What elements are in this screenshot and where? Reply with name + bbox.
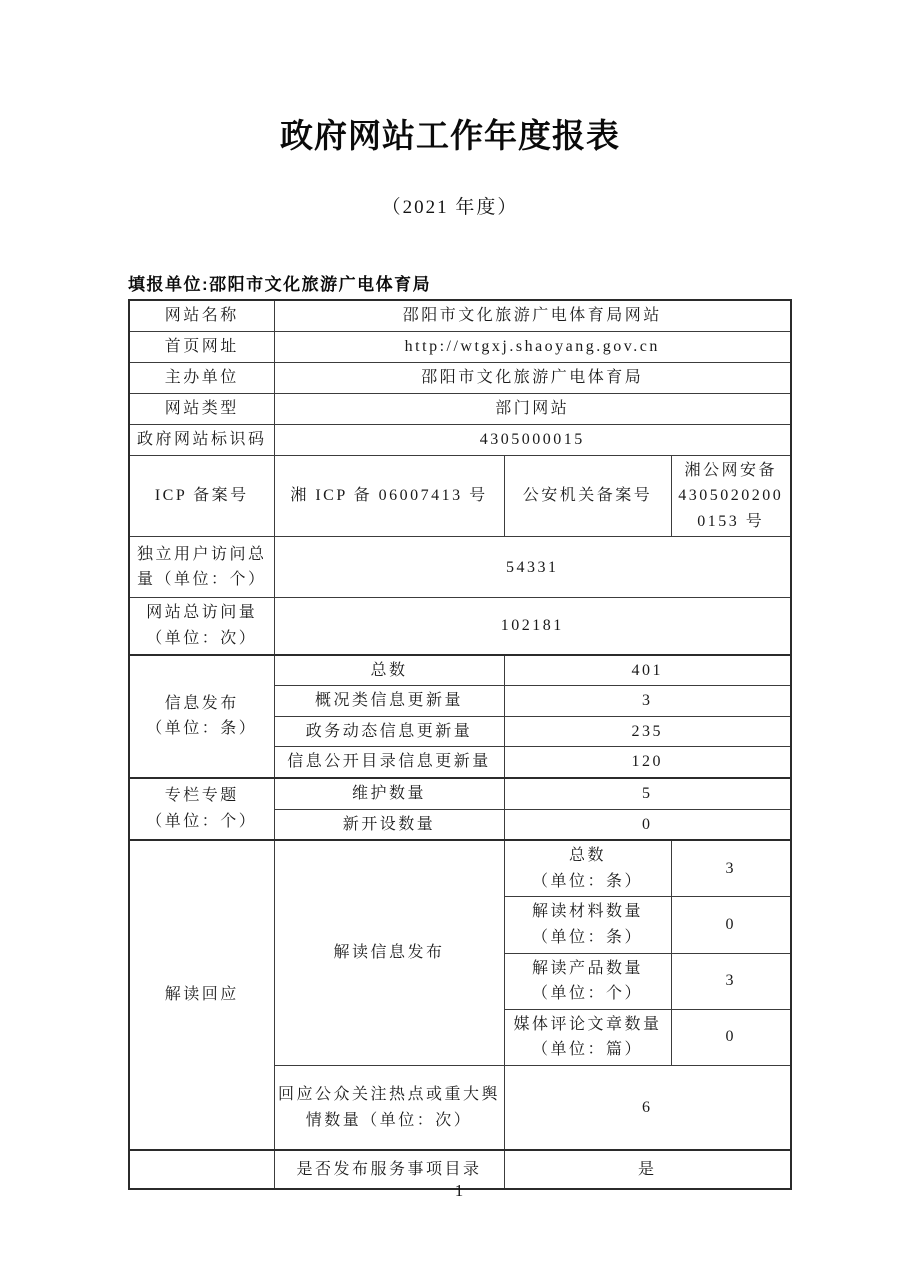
table-row xyxy=(129,393,791,424)
table-row xyxy=(129,424,791,455)
service-catalog-value: 是 xyxy=(504,1150,791,1189)
columns-maintained-label: 维护数量 xyxy=(274,778,504,809)
table-row xyxy=(129,455,791,537)
hot-response-value: 6 xyxy=(504,1065,791,1150)
section-label-text: 专栏专题 xyxy=(164,787,239,805)
columns-maintained-value: 5 xyxy=(504,778,791,809)
info-overview-label: 概况类信息更新量 xyxy=(274,686,504,717)
page-title: 政府网站工作年度报表 xyxy=(280,117,620,154)
special-columns-section-label xyxy=(129,778,274,840)
site-id-label: 政府网站标识码 xyxy=(129,424,274,455)
page-subtitle: （2021 年度） xyxy=(381,197,519,218)
info-publish-section-label xyxy=(129,655,274,778)
interp-media-label xyxy=(504,1009,671,1065)
organizer-label: 主办单位 xyxy=(129,362,274,393)
table-row xyxy=(129,537,791,598)
home-url-value: http://wtgxj.shaoyang.gov.cn xyxy=(274,331,791,362)
row-label-text: 解读材料数量 xyxy=(531,903,643,921)
columns-new-value: 0 xyxy=(504,809,791,840)
info-catalog-value: 120 xyxy=(504,747,791,778)
interp-material-label xyxy=(504,897,671,953)
interp-total-label xyxy=(504,840,671,897)
page-number: 1 xyxy=(454,1181,464,1200)
hot-response-label: 回应公众关注热点或重大舆情数量（单位：次） xyxy=(274,1065,504,1150)
info-catalog-label: 信息公开目录信息更新量 xyxy=(274,747,504,778)
row-label-text: 总数 xyxy=(568,847,606,865)
table-row xyxy=(129,300,791,331)
site-type-label: 网站类型 xyxy=(129,393,274,424)
columns-new-label: 新开设数量 xyxy=(274,809,504,840)
icp-label: ICP 备案号 xyxy=(129,455,274,537)
home-url-label: 首页网址 xyxy=(129,331,274,362)
icp-value: 湘 ICP 备 06007413 号 xyxy=(274,455,504,537)
police-record-label: 公安机关备案号 xyxy=(504,455,671,537)
row-unit-text: （单位：条） xyxy=(531,872,643,890)
row-unit-text: （单位：条） xyxy=(531,928,643,946)
service-catalog-label: 是否发布服务事项目录 xyxy=(274,1150,504,1189)
info-total-label: 总数 xyxy=(274,655,504,686)
police-record-value: 湘公网安备 43050202000153 号 xyxy=(671,455,791,537)
row-unit-text: （单位：篇） xyxy=(531,1041,643,1059)
site-type-value: 部门网站 xyxy=(274,393,791,424)
row-unit-text: （单位：个） xyxy=(531,985,643,1003)
total-visits-label: 网站总访问量（单位：次） xyxy=(129,598,274,655)
unique-visitors-value: 54331 xyxy=(274,537,791,598)
table-row xyxy=(129,778,791,809)
interp-product-label xyxy=(504,953,671,1009)
table-row xyxy=(129,362,791,393)
interp-media-value: 0 xyxy=(671,1009,791,1065)
interp-product-value: 3 xyxy=(671,953,791,1009)
info-overview-value: 3 xyxy=(504,686,791,717)
interp-total-value: 3 xyxy=(671,840,791,897)
section-label-text: 信息发布 xyxy=(164,694,239,712)
site-id-value: 4305000015 xyxy=(274,424,791,455)
total-visits-value: 102181 xyxy=(274,598,791,655)
table-row xyxy=(129,840,791,897)
interpretation-section-label: 解读回应 xyxy=(129,840,274,1150)
table-row xyxy=(129,598,791,655)
site-name-label: 网站名称 xyxy=(129,300,274,331)
row-label-text: 媒体评论文章数量 xyxy=(513,1015,662,1033)
site-name-value: 邵阳市文化旅游广电体育局网站 xyxy=(274,300,791,331)
interp-material-value: 0 xyxy=(671,897,791,953)
section-unit-text: （单位：个） xyxy=(146,813,258,831)
info-dynamics-label: 政务动态信息更新量 xyxy=(274,716,504,747)
organizer-value: 邵阳市文化旅游广电体育局 xyxy=(274,362,791,393)
reporting-unit: 填报单位:邵阳市文化旅游广电体育局 xyxy=(128,275,432,294)
table-row xyxy=(129,655,791,686)
info-total-value: 401 xyxy=(504,655,791,686)
annual-report-table xyxy=(128,299,792,1190)
row-label-text: 解读产品数量 xyxy=(531,959,643,977)
info-dynamics-value: 235 xyxy=(504,716,791,747)
section-unit-text: （单位：条） xyxy=(146,720,258,738)
table-row xyxy=(129,331,791,362)
unique-visitors-label: 独立用户访问总量（单位：个） xyxy=(129,537,274,598)
interpretation-publish-label: 解读信息发布 xyxy=(274,840,504,1065)
